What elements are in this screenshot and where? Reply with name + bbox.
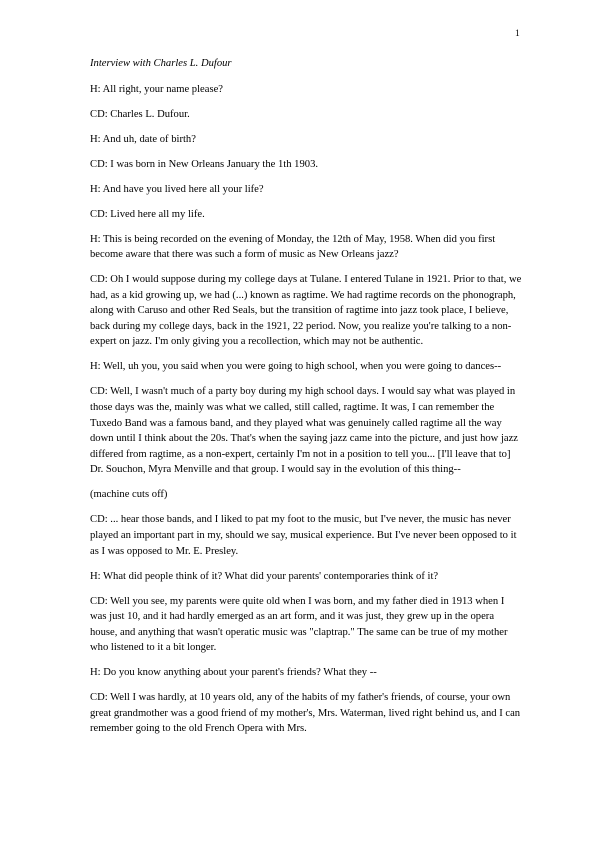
transcript-paragraph: CD: Well I was hardly, at 10 years old, any of the habits of my father's friends, of course, your own great grandmother was a good friend of my mother's, Mrs. Waterman, lived right behind us, and I can remember going to the old French Opera with Mrs.	[90, 692, 521, 735]
transcript-paragraph: CD: Well, I wasn't much of a party boy during my high school days. I would say what was played in those days was the, mainly was what we called, still called, ragtime. It was, I can remember the Tuxedo Band was a famous band, and they played what was genuinely called ragtime all the way down until I think about the 20s. That's when the saying jazz came into the picture, and just how jazz differed from ragtime, as a non-expert, certainly I'm not in a position to tell you... [I'll leave that to] Dr. Souchon, Myra Menville and that group. I would say in the evolution of this thing--	[90, 386, 519, 476]
transcript-paragraph: CD: Well you see, my parents were quite old when I was born, and my father died in 1913 when I was just 10, and it had hardly emerged as an art form, and it was just, they grew up in the opera house, and anything that wasn't operatic music was "claptrap." The same can be true of my mother who listened to it a bit longer.	[90, 595, 508, 654]
transcript-paragraph: CD: ... hear those bands, and I liked to pat my foot to the music, but I've never, the music has never played an important part in my, should we say, musical experience. But I've never been opposed to it as I was opposed to Mr. E. Presley.	[90, 514, 517, 557]
transcript-paragraph: CD: Lived here all my life.	[90, 208, 205, 220]
transcript-paragraph: CD: Oh I would suppose during my college days at Tulane. I entered Tulane in 1921. Prior to that, we had, as a kid growing up, we had (...) known as ragtime. We had ragtime records on the phonograph, along with Caruso and other Red Seals, but the transition of ragtime into jazz took place, I believe, back during my college days, back in the 1921, 22 period. Now, you realize you're talking to a non-expert on jazz. I'm only giving you a recollection, which may not be authentic.	[90, 274, 522, 348]
transcript-paragraph: (machine cuts off)	[90, 489, 168, 501]
transcript-paragraph: CD: Charles L. Dufour.	[90, 108, 190, 120]
page-number: 1	[515, 29, 520, 39]
transcript-paragraph: H: Well, uh you, you said when you were going to high school, when you were going to dances--	[90, 361, 502, 373]
transcript-paragraph: H: This is being recorded on the evening of Monday, the 12th of May, 1958. When did you first become aware that there was such a form of music as New Orleans jazz?	[90, 233, 496, 261]
transcript-paragraph: H: Do you know anything about your parent's friends? What they --	[90, 667, 377, 679]
transcript-paragraph: H: And uh, date of birth?	[90, 133, 196, 145]
transcript-paragraph: H: And have you lived here all your life?	[90, 183, 264, 195]
transcript-paragraph: H: All right, your name please?	[90, 83, 223, 95]
transcript-paragraph: CD: I was born in New Orleans January the 1th 1903.	[90, 158, 319, 170]
transcript-paragraph: H: What did people think of it? What did your parents' contemporaries think of it?	[90, 570, 439, 582]
document-title: Interview with Charles L. Dufour	[90, 58, 232, 69]
transcript-body	[90, 56, 522, 746]
